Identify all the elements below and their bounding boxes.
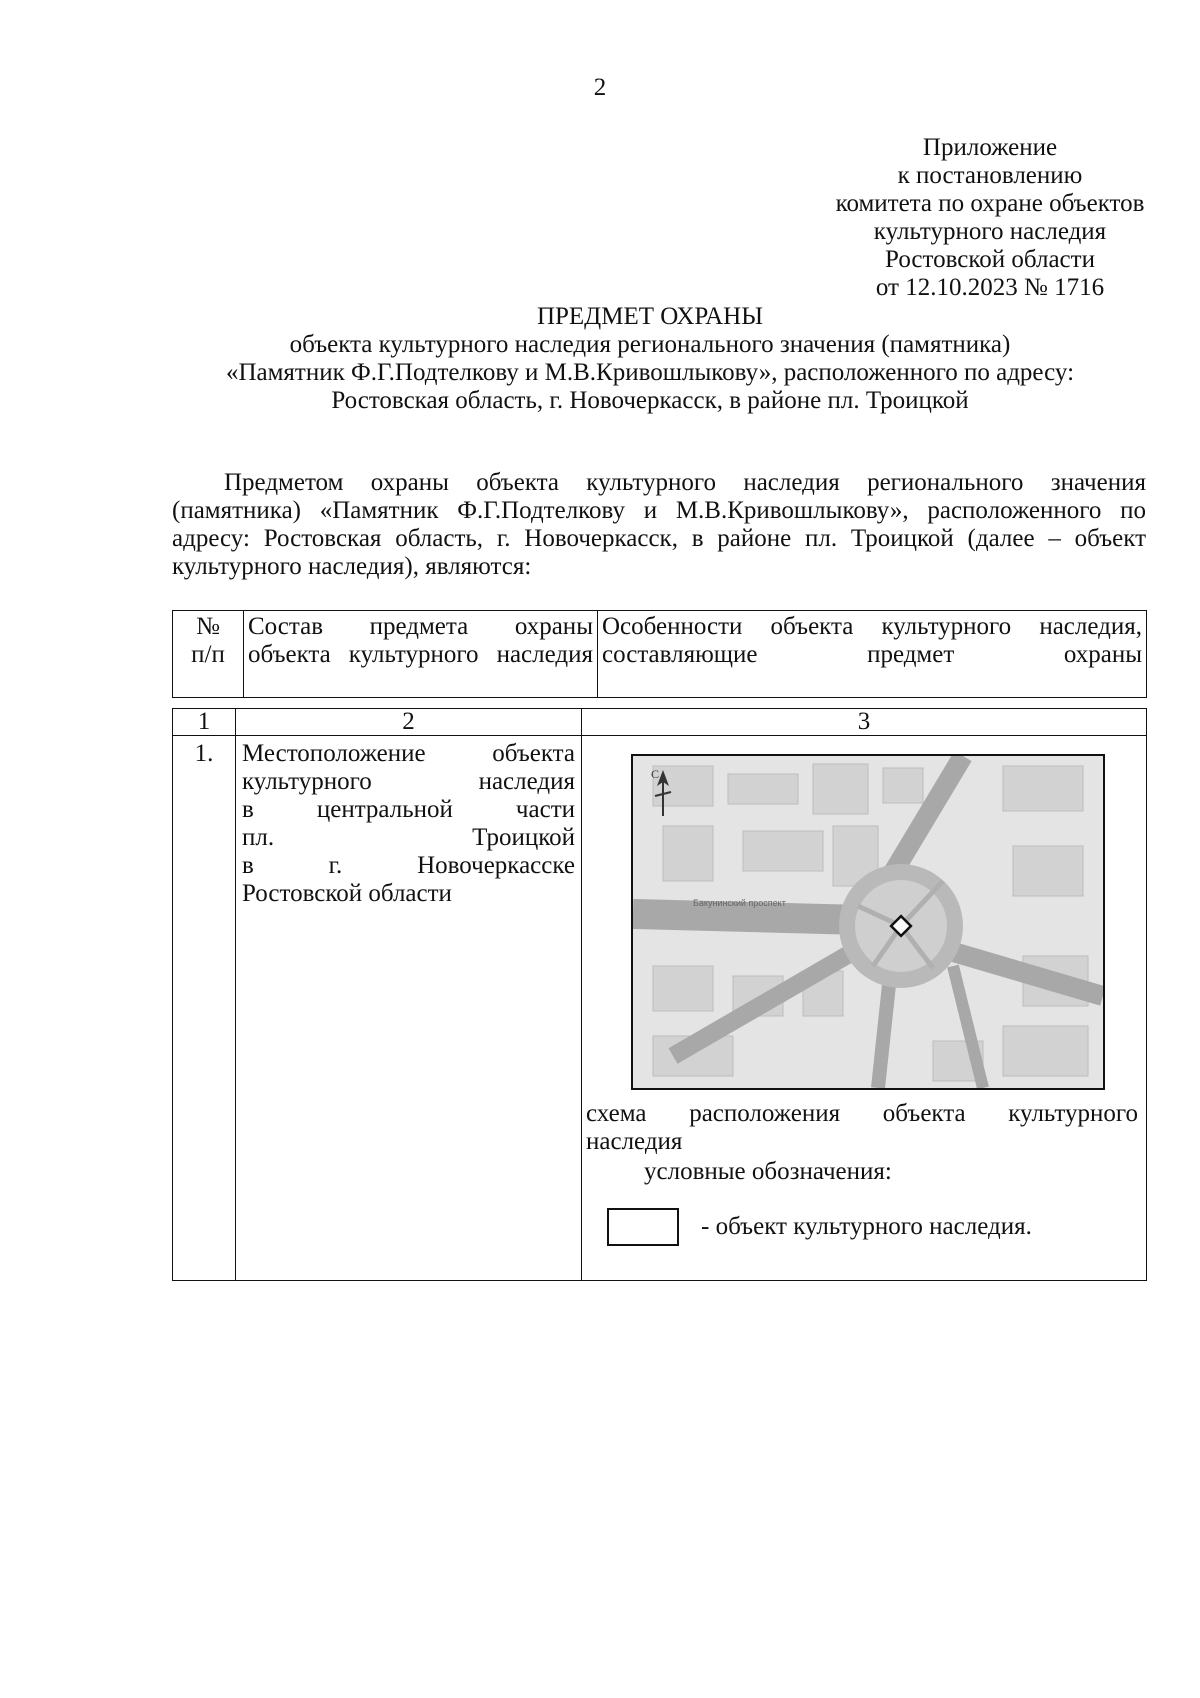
- location-word: объекта: [492, 740, 575, 767]
- location-word: центральной: [316, 796, 453, 823]
- header-number-abbr: п/п: [191, 641, 225, 668]
- map-caption-line: наследия: [586, 1128, 683, 1155]
- appendix-line: к постановлению: [897, 162, 1083, 189]
- column-number: 2: [236, 709, 582, 736]
- location-word: наследия: [478, 768, 575, 795]
- location-word: Троицкой: [472, 824, 575, 851]
- location-word: части: [515, 796, 575, 823]
- features-cell: [582, 736, 1147, 1281]
- title-heading: ПРЕДМЕТ ОХРАНЫ: [536, 303, 764, 330]
- location-word: в: [242, 852, 254, 879]
- header-number-symbol: №: [196, 613, 220, 640]
- title-line: Ростовская область, г. Новочеркасск, в районе пл. Троицкой: [331, 387, 969, 414]
- location-line: [242, 880, 575, 908]
- location-word: в: [242, 796, 254, 823]
- map-caption: [586, 1100, 1142, 1156]
- title-line: «Памятник Ф.Г.Подтелкову и М.В.Кривошлыкову», расположенного по адресу:: [225, 359, 1075, 386]
- document-title: [150, 303, 1150, 415]
- column-number-row: [173, 709, 1147, 736]
- column-number: 1: [173, 709, 236, 736]
- location-line: [242, 824, 575, 852]
- appendix-line: Ростовской области: [885, 246, 1095, 273]
- legend-title: условные обозначения:: [644, 1158, 892, 1185]
- appendix-line: культурного наследия: [873, 218, 1107, 245]
- header-features: [598, 611, 1147, 698]
- column-number: 3: [582, 709, 1147, 736]
- location-word: Новочеркасске: [417, 852, 575, 879]
- header-composition: [244, 611, 598, 698]
- location-word: г.: [328, 852, 343, 879]
- map-scheme: [633, 756, 1103, 1088]
- header-features-text: Особенности объекта культурного наследия, составляющие предмет охраны: [602, 613, 1142, 668]
- legend-item: [586, 1208, 1142, 1246]
- location-line: [242, 768, 575, 796]
- map-caption-line: схема расположения объекта культурного: [586, 1100, 1138, 1127]
- location-line: [242, 796, 575, 824]
- appendix-header: [780, 134, 1200, 302]
- row-number: 1.: [173, 736, 236, 1281]
- intro-text: Предметом охраны объекта культурного наследия регионального значения (памятника) «Памятник Ф.Г.Подтелкову и М.В.Кривошлыкову», расположенного по адресу: Ростовская область, г. Новочеркасск, в районе пл. Троицкой (далее – объект культурного наследия), являются:: [172, 469, 1146, 580]
- table-row: [173, 736, 1147, 1281]
- protection-table-header: [172, 610, 1147, 698]
- title-line: объекта культурного наследия регионального значения (памятника): [289, 331, 1011, 358]
- header-composition-text: Состав предмета охраны объекта культурного наследия: [248, 613, 593, 668]
- protection-table: [172, 708, 1147, 1281]
- map-north-label: С: [651, 767, 660, 781]
- location-description: [236, 736, 582, 1281]
- location-line: [242, 852, 575, 880]
- header-number: [173, 611, 244, 698]
- map-street-label: Бакунинский проспект: [693, 898, 786, 908]
- appendix-line: комитета по охране объектов: [835, 190, 1145, 217]
- location-word: Ростовской области: [242, 880, 452, 907]
- location-line: [242, 740, 575, 768]
- location-word: Местоположение: [242, 740, 426, 767]
- appendix-line: Приложение: [922, 134, 1058, 161]
- location-word: пл.: [242, 824, 275, 851]
- appendix-line: от 12.10.2023 № 1716: [875, 274, 1105, 301]
- legend-symbol: [607, 1208, 679, 1246]
- intro-paragraph: [172, 469, 1146, 581]
- location-word: культурного: [242, 768, 372, 795]
- location-map: [631, 754, 1105, 1090]
- legend-text: - объект культурного наследия.: [701, 1213, 1032, 1240]
- page-number: 2: [593, 74, 607, 101]
